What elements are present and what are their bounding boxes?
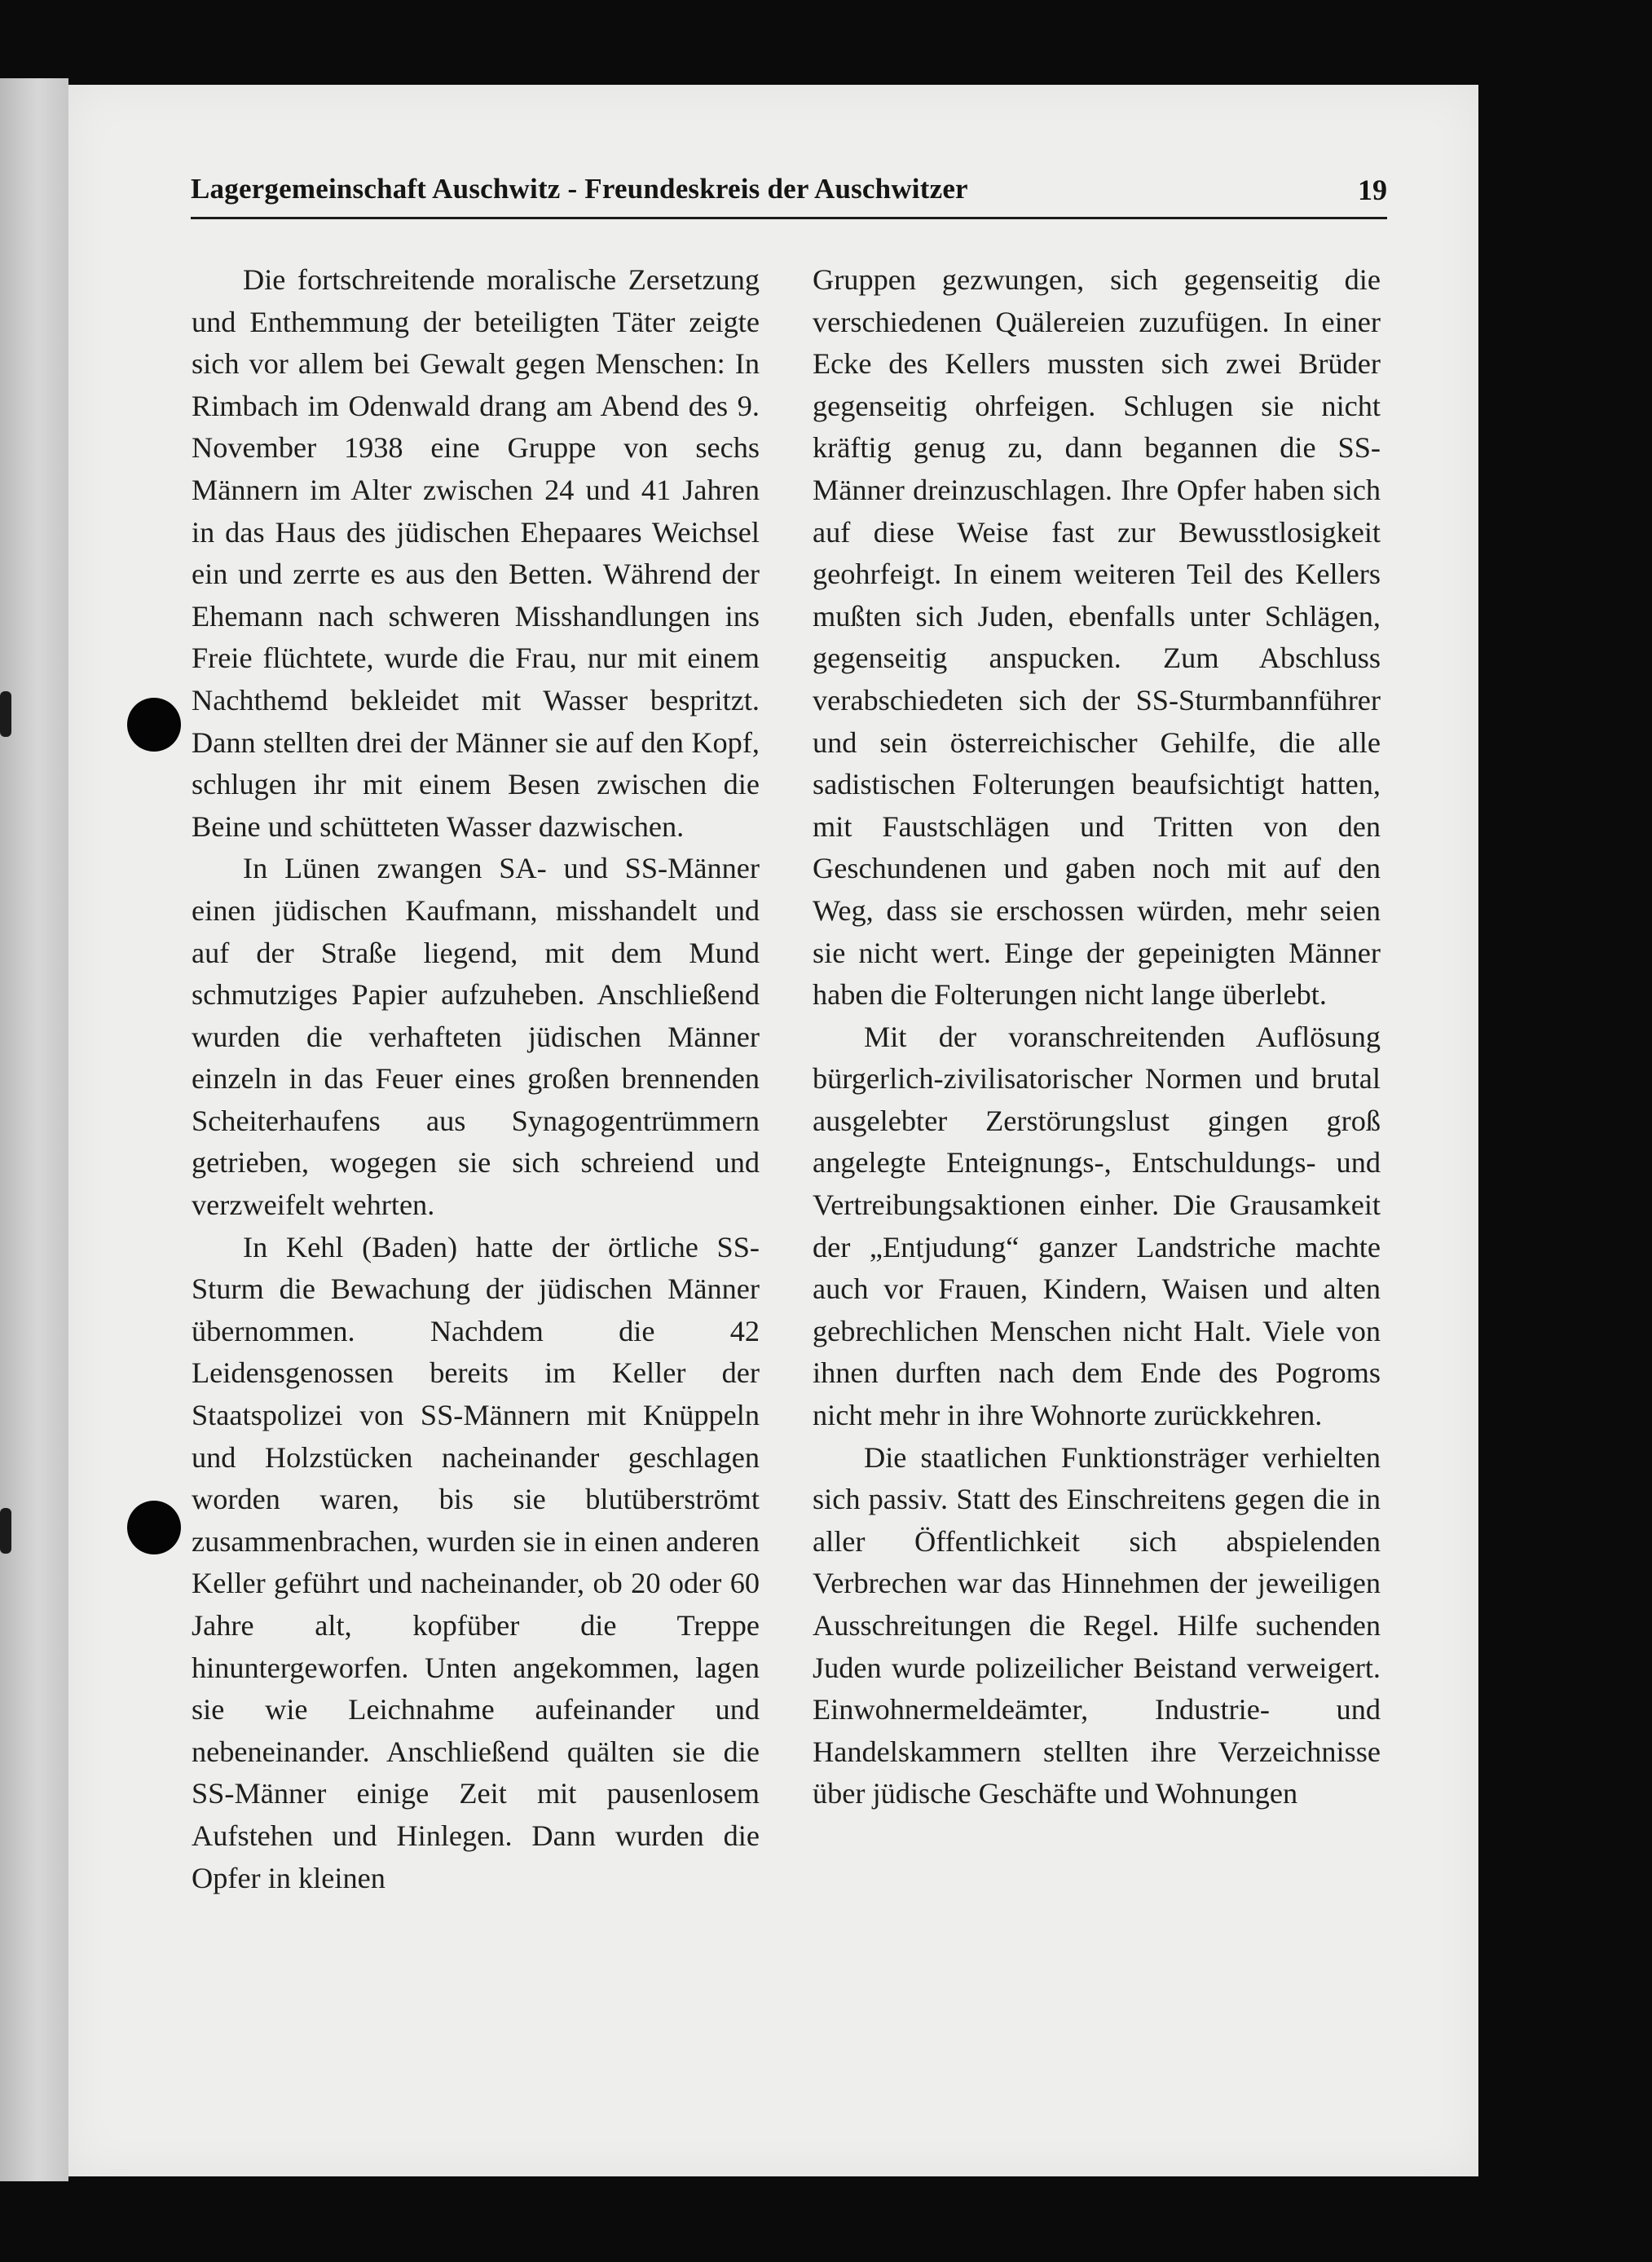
paragraph: In Lünen zwangen SA- und SS-Männer einen jüdischen Kaufmann, misshandelt und auf der Straße liegend, mit dem Mund schmutziges Papier aufzuheben. Anschließend wurden die verhafteten jüdischen Männer einzeln in das Feuer eines großen brennenden Scheiterhaufens aus Synagogentrümmern getrieben, wogegen sie sich schreiend und verzweifelt wehrten. — [192, 852, 760, 1222]
paragraph: Die fortschreitende moralische Zersetzung und Enthemmung der beteiligten Täter zeigte sich vor allem bei Gewalt gegen Menschen: In Rimbach im Odenwald drang am Abend des 9. November 1938 eine Gruppe von sechs Männern im Alter zwischen 24 und 41 Jahren in das Haus des jüdischen Ehepaares Weichsel ein und zerrte es aus den Betten. Während der Ehemann nach schweren Misshandlungen ins Freie flüchtete, wurde die Frau, nur mit einem Nachthemd bekleidet mit Wasser bespritzt. Dann stellten drei der Männer sie auf den Kopf, schlugen ihr mit einem Besen zwischen die Beine und schütteten Wasser dazwischen. — [192, 263, 760, 843]
punch-hole-top — [127, 698, 181, 752]
document-page — [68, 85, 1478, 2176]
header-title: Lagergemeinschaft Auschwitz - Freundeskreis der Auschwitzer — [191, 173, 968, 205]
binder-clip-bottom — [0, 1508, 11, 1554]
text-column-right — [813, 259, 1381, 1815]
page-number: 19 — [1358, 174, 1387, 206]
text-column-left — [192, 259, 760, 1899]
paragraph: In Kehl (Baden) hatte der örtliche SS-Sturm die Bewachung der jüdischen Männer übernommen. Nachdem die 42 Leidensgenossen bereits im Keller der Staatspolizei von SS-Männern mit Knüppeln und Holzstücken nacheinander geschlagen worden waren, bis sie blutüberströmt zusammenbrachen, wurden sie in einen anderen Keller geführt und nacheinander, ob 20 oder 60 Jahre alt, kopfüber die Treppe hinuntergeworfen. Unten angekommen, lagen sie wie Leichnahme aufeinander und nebeneinander. Anschließend quälten sie die SS-Männer einige Zeit mit pausenlosem Aufstehen und Hinlegen. Dann wurden die Opfer in kleinen — [192, 1230, 760, 1894]
paragraph: Mit der voranschreitenden Auflösung bürgerlich-zivilisatorischer Normen und brutal ausgelebter Zerstörungslust gingen groß angelegte Enteignungs-, Entschuldungs- und Vertreibungsaktionen einher. Die Grausamkeit der „Entjudung“ ganzer Landstriche machte auch vor Frauen, Kindern, Waisen und alten gebrechlichen Menschen nicht Halt. Viele von ihnen durften nach dem Ende des Pogroms nicht mehr in ihre Wohnorte zurückkehren. — [813, 1020, 1381, 1432]
paragraph: Die staatlichen Funktionsträger verhielten sich passiv. Statt des Einschreitens gegen die in aller Öffentlichkeit sich abspielenden Verbrechen war das Hinnehmen der jeweiligen Ausschreitungen die Regel. Hilfe suchenden Juden wurde polizeilicher Beistand verweigert. Einwohnermeldeämter, Industrie- und Handelskammern stellten ihre Verzeichnisse über jüdische Geschäfte und Wohnungen — [813, 1440, 1381, 1810]
underlying-page-edge — [0, 78, 68, 2181]
running-header — [191, 173, 1387, 219]
binder-clip-top — [0, 691, 11, 737]
paragraph-continued: Gruppen gezwungen, sich gegenseitig die verschiedenen Quälereien zuzufügen. In einer Ecke des Kellers mussten sich zwei Brüder gegenseitig ohrfeigen. Schlugen sie nicht kräftig genug zu, dann begannen die SS-Männer dreinzuschlagen. Ihre Opfer haben sich auf diese Weise fast zur Bewusstlosigkeit geohrfeigt. In einem weiteren Teil des Kellers mußten sich Juden, ebenfalls unter Schlägen, gegenseitig anspucken. Zum Abschluss verabschiedeten sich der SS-Sturmbannführer und sein österreichischer Gehilfe, die alle sadistischen Folterungen beaufsichtigt hatten, mit Faustschlägen und Tritten von den Geschundenen und gaben noch mit auf den Weg, dass sie erschossen würden, mehr seien sie nicht wert. Einge der gepeinigten Männer haben die Folterungen nicht lange überlebt. — [813, 263, 1381, 1012]
punch-hole-bottom — [127, 1501, 181, 1554]
